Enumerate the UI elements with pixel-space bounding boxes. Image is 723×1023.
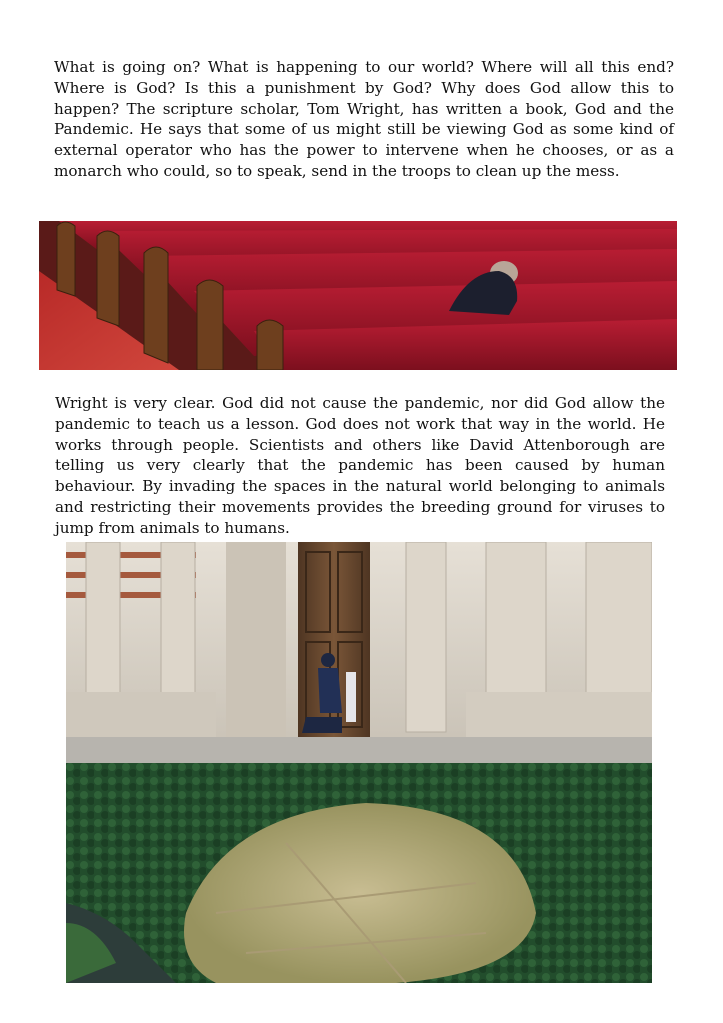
cathedral-prayer-photo — [66, 542, 652, 763]
intro-paragraph: What is going on? What is happening to our world? Where will all this end? Where is God? Is this a punishment by God? Why does God allow this to happen? The scripture scholar, Tom Wright, has written a book, God and the Pandemic. He says that some of us might still be viewing God as some kind of external operator who has the power to intervene when he chooses, or as a monarch who could, so to speak, send in the troops to clean up the mess. — [54, 58, 674, 180]
main-paragraph: Wright is very clear. God did not cause the pandemic, nor did God allow the pandemic to teach us a lesson. God does not work that way in the world. He works through people. Scientists and others like David Attenborough are telling us very clearly that the pandemic has been caused by human behaviour. By invading the spaces in the natural world belonging to animals and restricting their movements provides the breeding ground for viruses to jump from animals to humans. — [55, 394, 665, 537]
deforestation-aerial-photo — [66, 763, 652, 983]
church-pews-photo — [39, 221, 677, 370]
